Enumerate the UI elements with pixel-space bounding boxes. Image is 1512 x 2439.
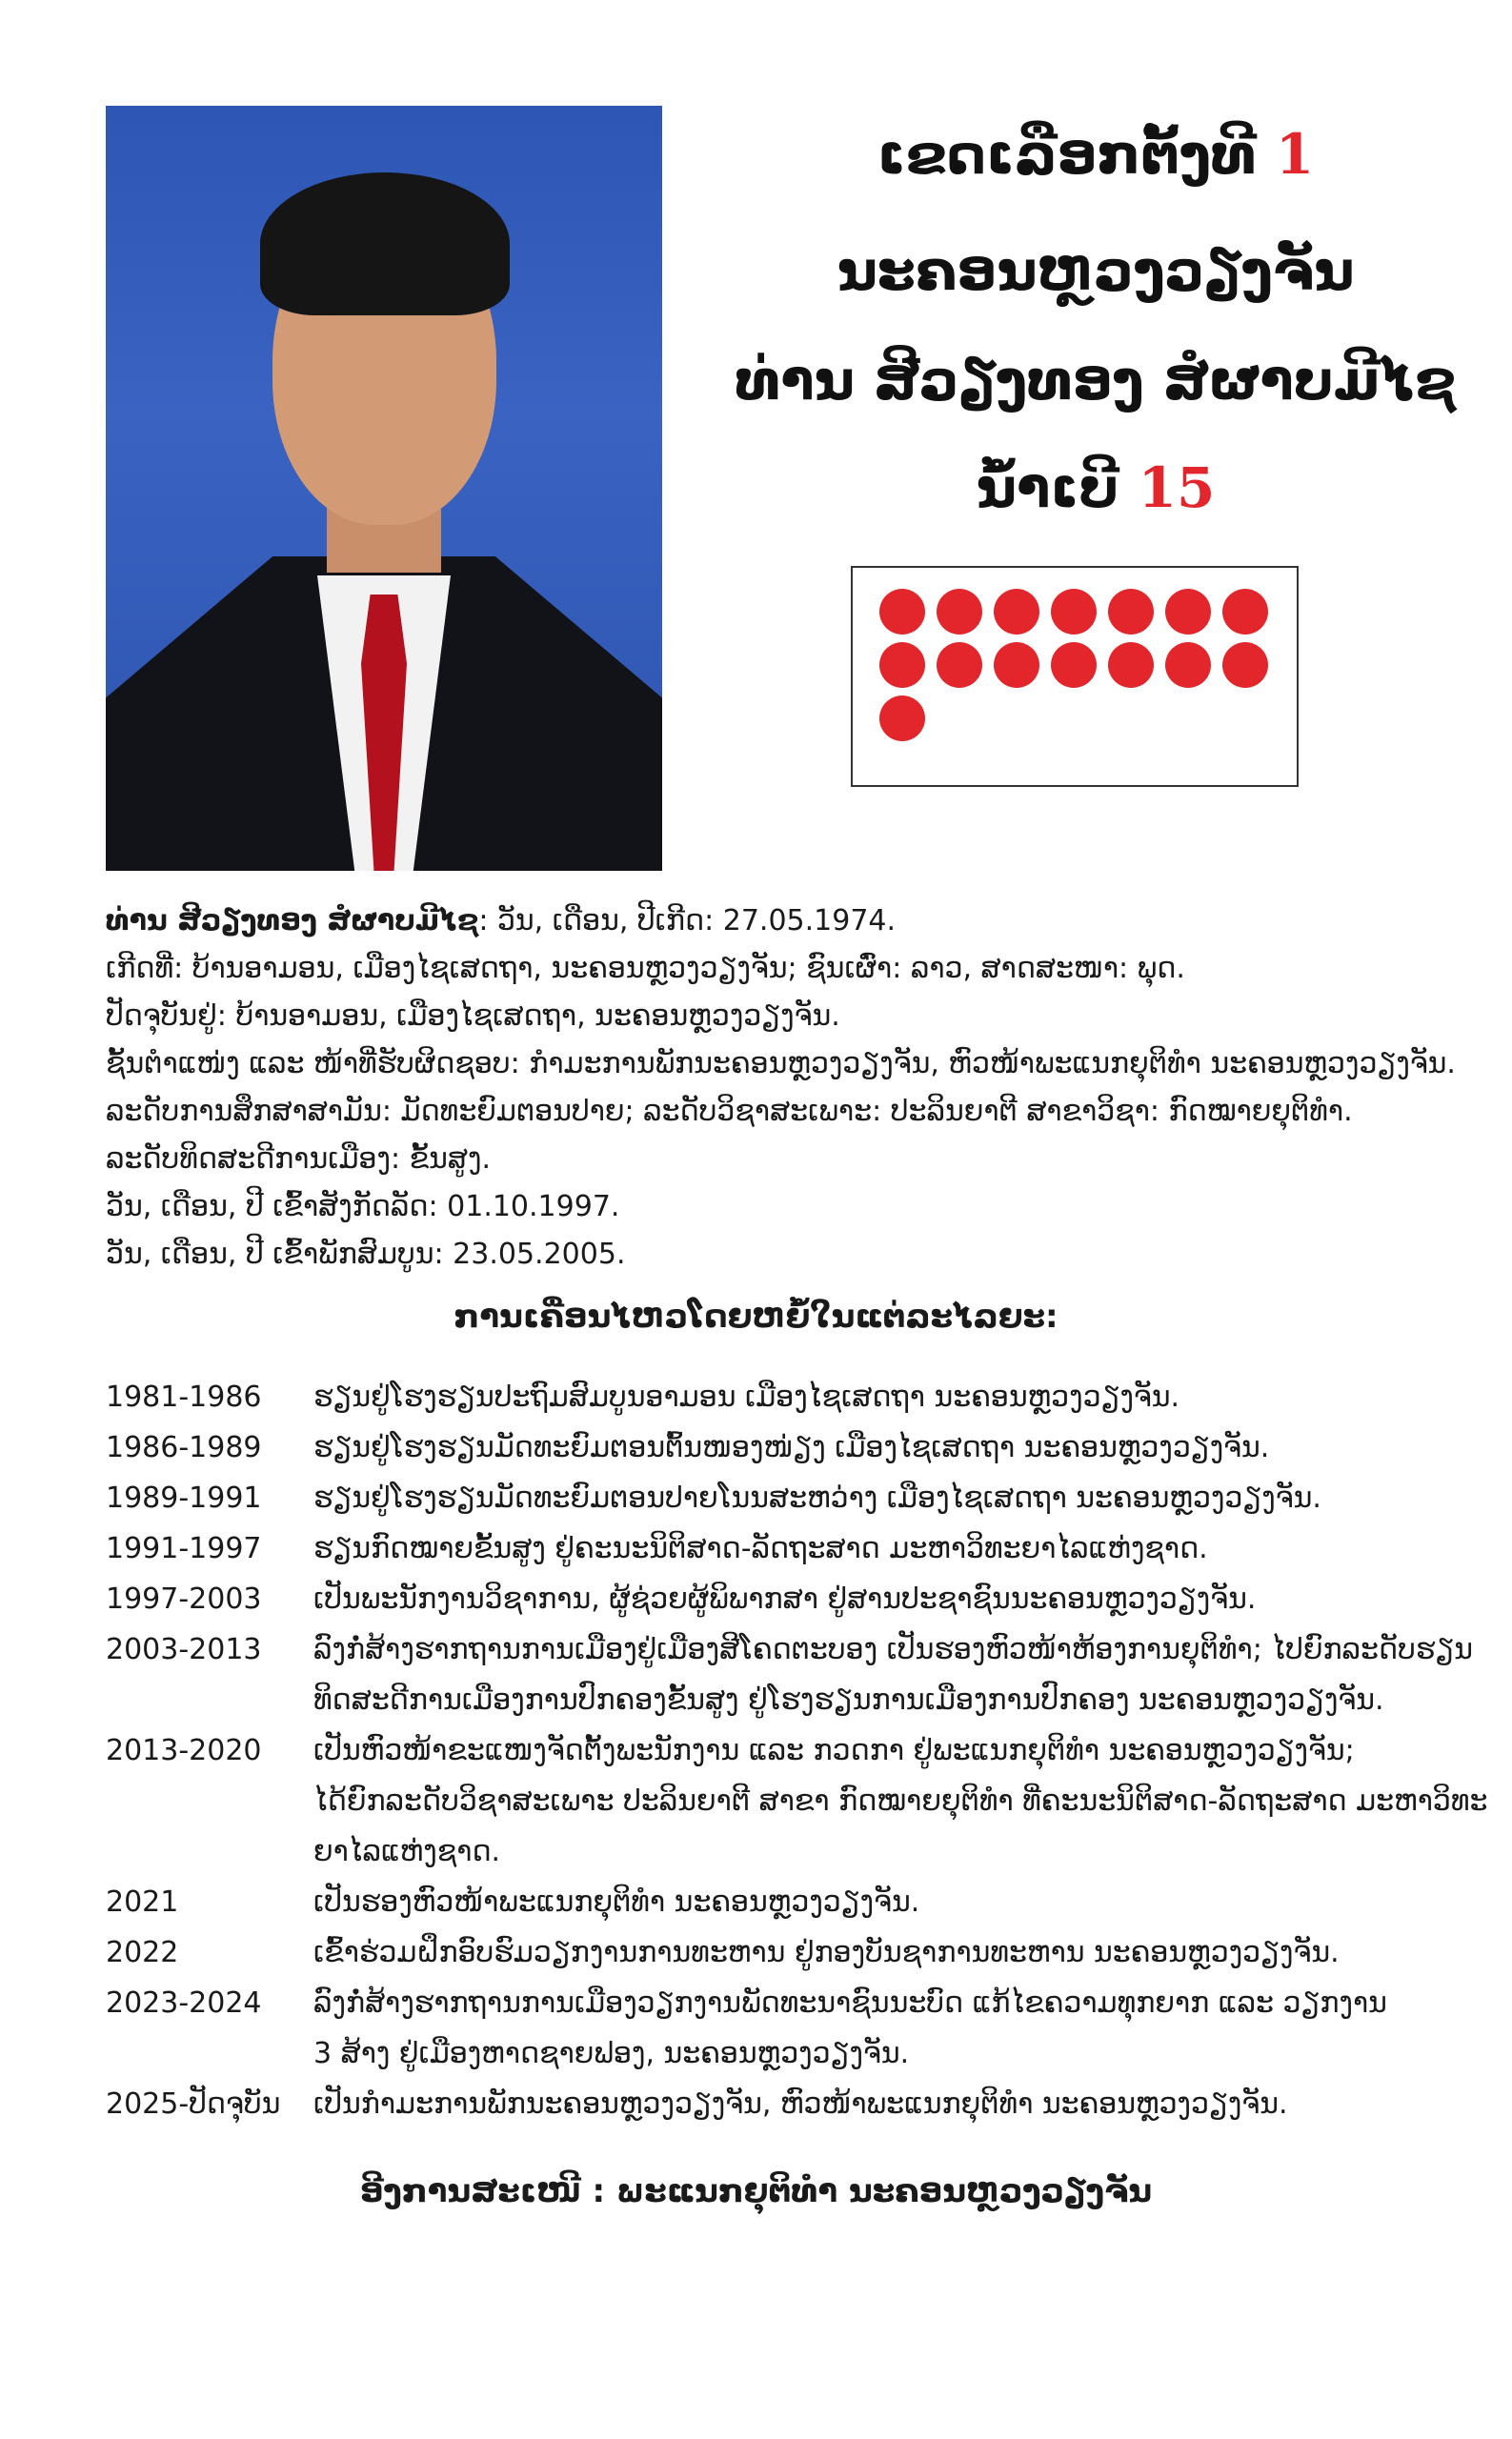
timeline-description	[313, 1574, 1457, 1624]
constituency-heading	[724, 122, 1467, 187]
timeline-description-line: 3 ສ້າງ ຢູ່ເມືອງຫາດຊາຍຟອງ, ນະຄອນຫຼວງວຽງຈັນ.	[313, 2037, 910, 2070]
timeline-description-line: ເປັນພະນັກງານວິຊາການ, ຜູ້ຊ່ວຍຜູ້ພິພາກສາ ຢູ່ສານປະຊາຊົນນະຄອນຫຼວງວຽງຈັນ.	[313, 1582, 1257, 1616]
timeline-description-line: ຮຽນຢູ່ໂຮງຮຽນມັດທະຍົມຕອນປາຍໂນນສະຫວ່າງ ເມືອງໄຊເສດຖາ ນະຄອນຫຼວງວຽງຈັນ.	[313, 1482, 1321, 1515]
timeline-description-line: ໄດ້ຍົກລະດັບວິຊາສະເພາະ ປະລິນຍາຕີ ສາຂາ ກົດໝາຍຍຸຕິທຳ ທີ່ຄະນະນິຕິສາດ-ລັດຖະສາດ ມະຫາວິທະ	[313, 1784, 1488, 1818]
ballot-dot	[937, 589, 982, 635]
timeline-description	[313, 1473, 1457, 1523]
ballot-dot	[1165, 642, 1211, 688]
timeline-period: 2021	[106, 1885, 179, 1919]
timeline-description-line: ທິດສະດີການເມືອງການປົກຄອງຂັ້ນສູງ ຢູ່ໂຮງຮຽນການເມືອງການປົກຄອງ ນະຄອນຫຼວງວຽງຈັນ.	[313, 1683, 1384, 1717]
timeline-period: 1989-1991	[106, 1482, 262, 1515]
candidate-number-heading	[724, 455, 1467, 520]
timeline-row	[106, 1624, 1474, 1725]
timeline-description-line: ເປັນກຳມະການພັກນະຄອນຫຼວງວຽງຈັນ, ຫົວໜ້າພະແນກຍຸຕິທຳ ນະຄອນຫຼວງວຽງຈັນ.	[313, 2087, 1288, 2121]
timeline-description-line: ຮຽນກົດໝາຍຂັ້ນສູງ ຢູ່ຄະນະນິຕິສາດ-ລັດຖະສາດ ມະຫາວິທະຍາໄລແຫ່ງຊາດ.	[313, 1532, 1208, 1565]
timeline-description	[313, 1372, 1457, 1422]
timeline-period: 2025-ປັດຈຸບັນ	[106, 2087, 281, 2121]
ballot-dot	[1222, 642, 1268, 688]
timeline-row	[106, 2079, 1459, 2129]
timeline-row	[106, 1574, 1459, 1624]
constituency-number: 1	[1275, 122, 1315, 187]
ballot-number-dots	[851, 566, 1299, 787]
timeline-period: 2013-2020	[106, 1734, 262, 1767]
timeline-period: 2003-2013	[106, 1633, 262, 1666]
constituency-label: ເຂດເລືອກຕັ້ງທີ	[877, 122, 1257, 187]
ballot-dot	[1051, 589, 1097, 635]
ballot-dot	[994, 589, 1039, 635]
timeline-row	[106, 1473, 1459, 1523]
ballot-dot	[879, 642, 925, 688]
ballot-dot	[1108, 589, 1154, 635]
bio-line-birthplace: ເກີດທີ່: ບ້ານອາມອນ, ເມືອງໄຊເສດຖາ, ນະຄອນຫຼວງວຽງຈັນ; ຊົນເຜົ່າ: ລາວ, ສາດສະໜາ: ພຸດ.	[106, 952, 1185, 985]
timeline-description	[313, 1877, 1457, 1927]
ballot-dot	[1108, 642, 1154, 688]
timeline-row	[106, 1927, 1459, 1978]
bio-line-birthdate	[106, 897, 1459, 945]
bio-line-education: ລະດັບການສຶກສາສາມັນ: ມັດທະຍົມຕອນປາຍ; ລະດັບວິຊາສະເພາະ: ປະລິນຍາຕີ ສາຂາວິຊາ: ກົດໝາຍຍຸຕິທຳ.	[106, 1095, 1353, 1128]
timeline-period: 1981-1986	[106, 1381, 262, 1414]
ballot-dot	[1222, 589, 1268, 635]
candidate-name-heading: ທ່ານ ສີວຽງທອງ ສໍຜາບມີໄຊ	[735, 348, 1457, 413]
bio-name: ທ່ານ ສີວຽງທອງ ສໍຜາບມີໄຊ	[106, 904, 479, 937]
timeline-period: 2023-2024	[106, 1986, 262, 2020]
timeline-description-line: ເຂົ້າຮ່ວມຝຶກອົບຮົມວຽກງານການທະຫານ ຢູ່ກອງບັນຊາການທະຫານ ນະຄອນຫຼວງວຽງຈັນ.	[313, 1936, 1340, 1969]
bio-line-position: ຊັ້ນຕຳແໜ່ງ ແລະ ໜ້າທີ່ຮັບຜິດຊອບ: ກຳມະການພັກນະຄອນຫຼວງວຽງຈັນ, ຫົວໜ້າພະແນກຍຸຕິທຳ ນະຄອນຫຼວງວຽງຈັນ.	[106, 1047, 1456, 1080]
biography	[106, 897, 1459, 1279]
timeline-description	[313, 1523, 1457, 1574]
timeline-period: 1991-1997	[106, 1532, 262, 1565]
photo-hair	[260, 172, 510, 315]
ballot-dot	[937, 642, 982, 688]
career-section-title: ການເຄື່ອນໄຫວໂດຍຫຍໍ້ໃນແຕ່ລະໄລຍະ:	[454, 1298, 1058, 1336]
career-timeline	[106, 1372, 1488, 2129]
bio-line-political-theory: ລະດັບທິດສະດີການເມືອງ: ຂັ້ນສູງ.	[106, 1142, 491, 1176]
timeline-row	[106, 1422, 1459, 1473]
bio-line-party-membership: ວັນ, ເດືອນ, ປີ ເຂົ້າພັກສົມບູນ: 23.05.2005.	[106, 1238, 626, 1271]
candidate-number-label: ນໍ້າເບີ	[976, 455, 1119, 520]
timeline-description	[313, 1624, 1474, 1725]
timeline-description	[313, 1725, 1488, 1877]
ballot-dot	[879, 589, 925, 635]
timeline-description	[313, 1978, 1457, 2079]
bio-line-residence: ປັດຈຸບັນຢູ່: ບ້ານອາມອນ, ເມືອງໄຊເສດຖາ, ນະຄອນຫຼວງວຽງຈັນ.	[106, 999, 840, 1033]
timeline-description-line: ຍາໄລແຫ່ງຊາດ.	[313, 1835, 501, 1868]
timeline-description-line: ລົງກໍ່ສ້າງຮາກຖານການເມືອງຢູ່ເມືອງສີໂຄດຕະບອງ ເປັນຮອງຫົວໜ້າຫ້ອງການຍຸຕິທຳ; ໄປຍົກລະດັບຮຽນ	[313, 1633, 1474, 1666]
candidate-photo	[106, 106, 662, 871]
timeline-period: 1986-1989	[106, 1431, 262, 1464]
timeline-description	[313, 2079, 1457, 2129]
ballot-dot	[879, 695, 925, 741]
province-heading: ນະຄອນຫຼວງວຽງຈັນ	[837, 238, 1355, 303]
timeline-description	[313, 1927, 1457, 1978]
timeline-description-line: ຮຽນຢູ່ໂຮງຮຽນມັດທະຍົມຕອນຕົ້ນໜອງໜ່ຽງ ເມືອງໄຊເສດຖາ ນະຄອນຫຼວງວຽງຈັນ.	[313, 1431, 1270, 1464]
timeline-description-line: ເປັນຮອງຫົວໜ້າພະແນກຍຸຕິທຳ ນະຄອນຫຼວງວຽງຈັນ.	[313, 1885, 920, 1919]
candidate-number: 15	[1138, 455, 1216, 520]
ballot-dot	[1051, 642, 1097, 688]
timeline-row	[106, 1372, 1459, 1422]
timeline-row	[106, 1978, 1459, 2079]
timeline-description-line: ເປັນຫົວໜ້າຂະແໜງຈັດຕັ້ງພະນັກງານ ແລະ ກວດກາ ຢູ່ພະແນກຍຸຕິທຳ ນະຄອນຫຼວງວຽງຈັນ;	[313, 1734, 1355, 1767]
timeline-description-line: ລົງກໍ່ສ້າງຮາກຖານການເມືອງວຽກງານພັດທະນາຊົນນະບົດ ແກ້ໄຂຄວາມທຸກຍາກ ແລະ ວຽກງານ	[313, 1986, 1387, 2020]
bio-line-state-service: ວັນ, ເດືອນ, ປີ ເຂົ້າສັງກັດລັດ: 01.10.1997.	[106, 1190, 620, 1223]
bio-birthdate: : ວັນ, ເດືອນ, ປີເກີດ: 27.05.1974.	[478, 904, 897, 937]
ballot-dot	[1165, 589, 1211, 635]
timeline-description	[313, 1422, 1457, 1473]
footer-source: ອີງການສະເໜີ : ພະແນກຍຸຕິທຳ ນະຄອນຫຼວງວຽງຈັນ	[359, 2172, 1153, 2210]
timeline-period: 1997-2003	[106, 1582, 262, 1616]
timeline-period: 2022	[106, 1936, 179, 1969]
timeline-row	[106, 1877, 1459, 1927]
timeline-row	[106, 1725, 1488, 1877]
ballot-dot	[994, 642, 1039, 688]
timeline-row	[106, 1523, 1459, 1574]
timeline-description-line: ຮຽນຢູ່ໂຮງຮຽນປະຖົມສົມບູນອາມອນ ເມືອງໄຊເສດຖາ ນະຄອນຫຼວງວຽງຈັນ.	[313, 1381, 1180, 1414]
